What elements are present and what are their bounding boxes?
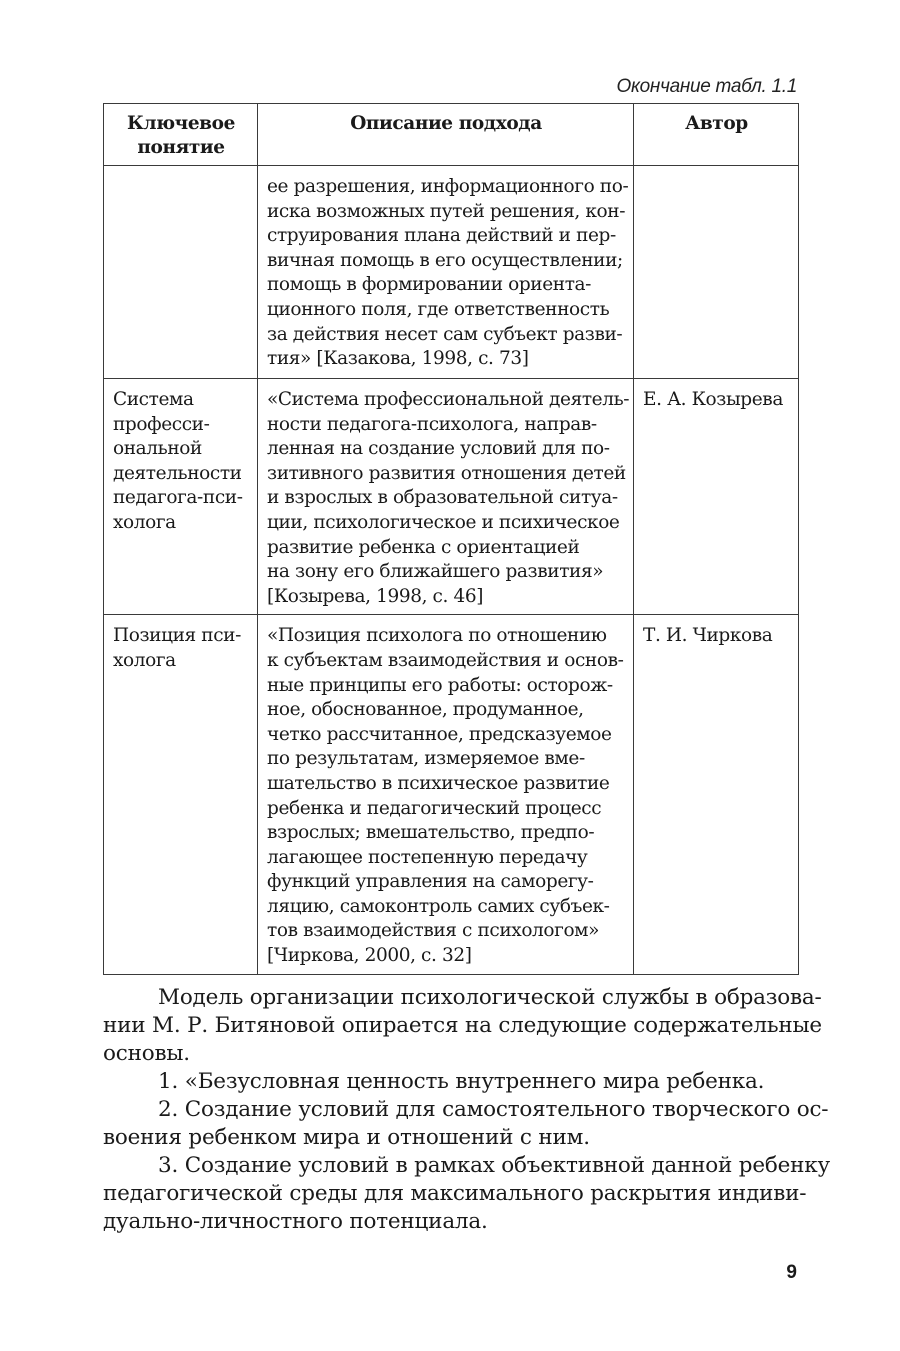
cell-description [258,166,634,379]
text-line: четко рассчитанное, предсказуемое [267,723,612,745]
text-line: [Козырева, 1998, с. 46] [267,585,484,607]
text-line: [Чиркова, 2000, с. 32] [267,945,472,967]
text-line: педагога-пси- [113,487,243,509]
approaches-table [103,103,799,975]
text-line: лагающее постепенную передачу [267,846,588,868]
text-line: педагогической среды для максимального раскрытия индиви- [103,1181,807,1206]
cell-author [634,166,799,379]
header-line: Описание подхода [350,113,542,134]
text-line: развитие ребенка с ориентацией [267,536,580,558]
text-line: ционного поля, где ответственность [267,298,610,320]
page-number: 9 [786,1262,797,1283]
cell-concept [104,379,258,615]
header-line: Автор [685,113,748,134]
text-line: ные принципы его работы: осторож- [267,674,613,696]
text-line: вичная помощь в его осуществлении; [267,249,623,271]
text-line: 3. Создание условий в рамках объективной данной ребенку [158,1153,830,1178]
header-line: Ключевое [127,113,235,134]
text-line: ное, обоснованное, продуманное, [267,699,584,721]
text-line: функций управления на саморегу- [267,871,594,893]
list-item-2 [103,1096,829,1152]
text-line: Система [113,389,194,410]
text-line: деятельности [113,462,242,484]
table-row [104,379,799,615]
text-line: воения ребенком мира и отношений с ним. [103,1125,590,1150]
text-line: ребенка и педагогический процесс [267,797,602,819]
text-line: холога [113,649,176,671]
text-line: тия» [Казакова, 1998, с. 73] [267,348,529,370]
text-line: ленная на создание условий для по- [267,438,610,460]
text-line: тов взаимодействия с психологом» [267,920,600,942]
header-line: понятие [137,137,225,158]
text-line: к субъектам взаимодействия и основ- [267,649,624,671]
text-line: дуально-личностного потенциала. [103,1209,488,1234]
paragraph-intro [103,984,822,1068]
text-line: ональной [113,438,202,460]
text-line: струирования плана действий и пер- [267,225,616,247]
body-text [103,984,830,1236]
text-line: Модель организации психологической службы в образова- [158,985,822,1010]
list-item-1 [103,1068,798,1096]
text-line: за действия несет сам субъект разви- [267,323,623,345]
table-row [104,166,799,379]
text-line: «Позиция психолога по отношению [267,625,607,647]
header-author [634,104,799,166]
text-line: «Система профессиональной деятель- [267,389,630,410]
text-line: 1. «Безусловная ценность внутреннего мира ребенка. [158,1069,765,1094]
text-line: по результатам, измеряемое вме- [267,748,585,770]
cell-concept [104,615,258,974]
text-line: нии М. Р. Битяновой опирается на следующие содержательные [103,1013,822,1038]
text-line: ее разрешения, информационного по- [267,176,629,197]
text-line: помощь в формировании ориента- [267,274,592,296]
text-line: Позиция пси- [113,625,241,647]
cell-author: Е. А. Козырева [634,379,799,615]
text-line: ляцию, самоконтроль самих субъек- [267,895,610,917]
text-line: ности педагога-психолога, направ- [267,413,597,435]
text-line: и взрослых в образовательной ситуа- [267,487,618,509]
table-caption: Окончание табл. 1.1 [616,76,797,97]
table-row [104,615,799,974]
cell-description [258,379,634,615]
cell-description [258,615,634,974]
cell-author: Т. И. Чиркова [634,615,799,974]
table-header-row [104,104,799,166]
text-line: професси- [113,413,210,435]
text-line: иска возможных путей решения, кон- [267,200,626,222]
text-line: холога [113,511,176,533]
list-item-3 [103,1152,830,1236]
text-line: ции, психологическое и психическое [267,511,620,533]
header-key-concept [104,104,258,166]
text-line: взрослых; вмешательство, предпо- [267,822,595,844]
text-line: основы. [103,1041,190,1066]
text-line: на зону его ближайшего развития» [267,561,604,583]
cell-concept [104,166,258,379]
text-line: 2. Создание условий для самостоятельного творческого ос- [158,1097,829,1122]
header-description [258,104,634,166]
text-line: шательство в психическое развитие [267,772,610,794]
text-line: зитивного развития отношения детей [267,462,626,484]
